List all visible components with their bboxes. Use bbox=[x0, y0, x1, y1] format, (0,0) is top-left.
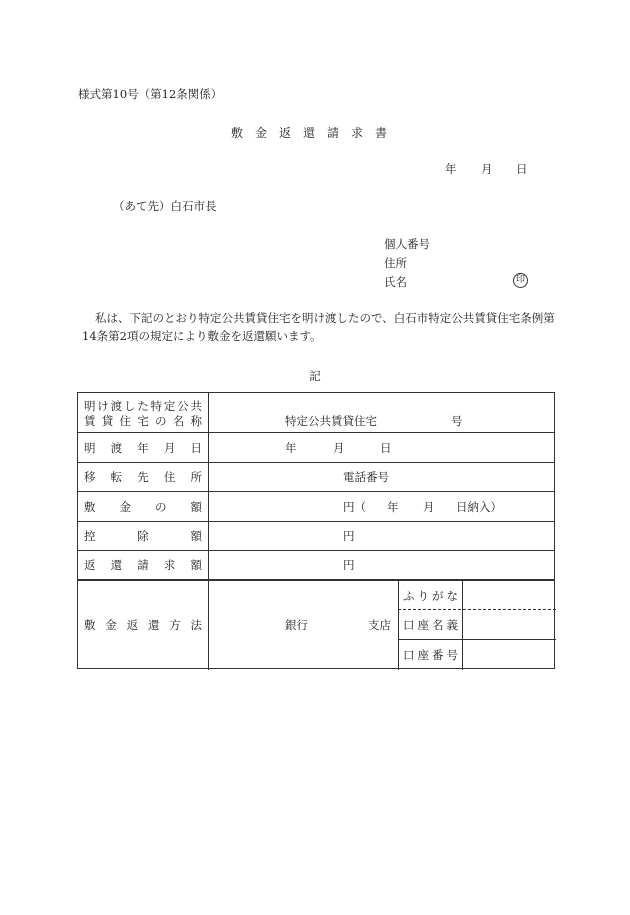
deduction-yen: 円 bbox=[343, 529, 355, 543]
phone-label: 電話番号 bbox=[343, 470, 389, 484]
row-divider bbox=[78, 491, 554, 492]
move-out-month: 月 bbox=[333, 441, 345, 455]
date-day-label: 日 bbox=[516, 162, 528, 176]
name-label: 氏名 bbox=[384, 275, 407, 289]
refund-yen: 円 bbox=[343, 558, 355, 572]
personal-number-label: 個人番号 bbox=[384, 237, 430, 251]
account-number-label: 口座番号 bbox=[403, 648, 461, 662]
row5-label: 控除額 bbox=[84, 529, 202, 543]
account-name-label: 口座名義 bbox=[403, 618, 461, 632]
column-divider bbox=[462, 580, 463, 670]
date-year-label: 年 bbox=[445, 162, 457, 176]
row-divider bbox=[78, 579, 554, 581]
statement-text: 私は、下記のとおり特定公共賃貸住宅を明け渡したので、白石市特定公共賃貸住宅条例第14条第2項の規定により敷金を返還願います。 bbox=[82, 311, 555, 343]
row-divider bbox=[78, 462, 554, 463]
deposit-paid-date: 日納入） bbox=[456, 500, 502, 514]
deposit-month: 月 bbox=[423, 500, 435, 514]
column-divider bbox=[398, 580, 399, 670]
row7-label: 敷金返還方法 bbox=[84, 618, 202, 632]
housing-number-suffix: 号 bbox=[451, 414, 463, 428]
addressee: （あて先）白石市長 bbox=[113, 199, 217, 213]
row2-label: 明渡年月日 bbox=[84, 441, 202, 455]
row6-label: 返還請求額 bbox=[84, 558, 202, 572]
bank-label: 銀行 bbox=[285, 618, 308, 632]
form-number: 様式第10号（第12条関係） bbox=[78, 87, 223, 101]
branch-label: 支店 bbox=[368, 618, 391, 632]
row1-label-line2: 賃貸住宅の名称 bbox=[84, 414, 202, 428]
dashed-divider bbox=[398, 609, 556, 610]
row-divider bbox=[78, 550, 554, 551]
deposit-year: 年 bbox=[387, 500, 399, 514]
document-title: 敷金返還請求書 bbox=[230, 126, 399, 140]
row-divider bbox=[78, 521, 554, 522]
furigana-label: ふりがな bbox=[403, 589, 461, 603]
row3-label: 移転先住所 bbox=[84, 470, 202, 484]
row-divider bbox=[78, 432, 554, 433]
address-label: 住所 bbox=[384, 256, 407, 270]
move-out-day: 日 bbox=[380, 441, 392, 455]
housing-name-value: 特定公共賃貸住宅 bbox=[285, 414, 377, 428]
request-table bbox=[77, 392, 555, 669]
row1-label-line1: 明け渡した特定公共 bbox=[84, 399, 202, 413]
deposit-yen: 円（ bbox=[343, 500, 366, 514]
move-out-year: 年 bbox=[285, 441, 297, 455]
ki-heading: 記 bbox=[309, 369, 321, 383]
date-month-label: 月 bbox=[481, 162, 493, 176]
row4-label: 敷金の額 bbox=[84, 500, 202, 514]
seal-mark: 印 bbox=[513, 273, 528, 288]
row-divider bbox=[398, 639, 556, 640]
column-divider bbox=[208, 393, 209, 670]
